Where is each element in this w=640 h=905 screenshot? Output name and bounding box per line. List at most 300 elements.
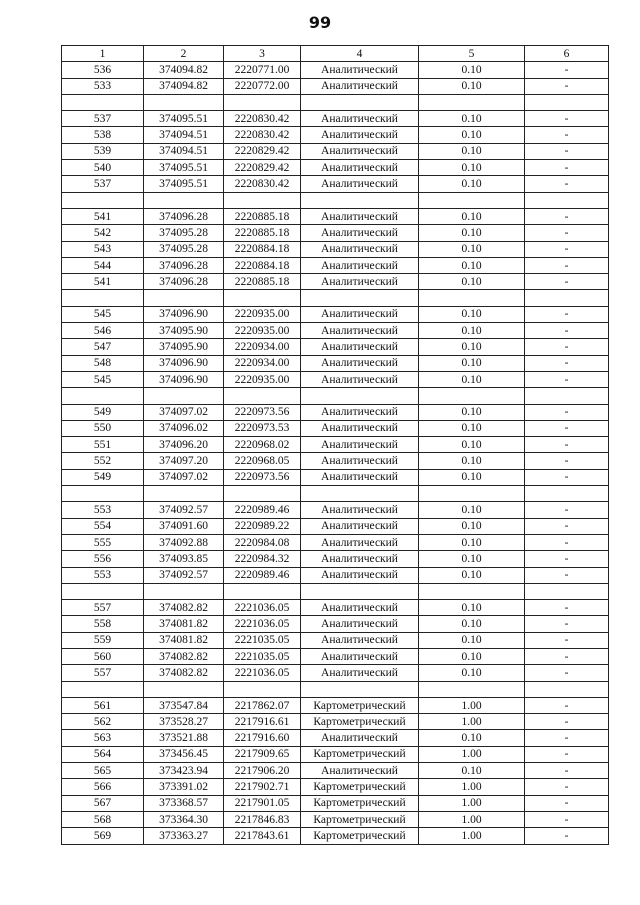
table-row [62,518,609,534]
table-cell: 0.10 [419,78,525,94]
table-cell: 0.10 [419,437,525,453]
table-cell: - [525,518,609,534]
table-cell: Аналитический [301,632,419,648]
table-cell: 2220771.00 [224,62,301,78]
table-cell: - [525,355,609,371]
table-cell: 2220989.46 [224,567,301,583]
table-cell: Аналитический [301,257,419,273]
table-cell: - [525,779,609,795]
table-row [62,453,609,469]
table-cell: - [525,241,609,257]
table-cell: 542 [62,225,144,241]
table-row [62,176,609,192]
table-cell [525,290,609,306]
table-row [62,62,609,78]
table-cell [224,192,301,208]
table-row [62,160,609,176]
table-cell: 2220934.00 [224,339,301,355]
table-cell: 555 [62,534,144,550]
table-row [62,502,609,518]
table-cell [62,583,144,599]
table-cell [144,94,224,110]
table-cell: 1.00 [419,779,525,795]
table-row [62,143,609,159]
table-cell: 2220984.08 [224,534,301,550]
table-cell [224,388,301,404]
table-cell: - [525,257,609,273]
table-cell: 549 [62,469,144,485]
table-cell: 0.10 [419,616,525,632]
table-cell: 2217862.07 [224,697,301,713]
table-cell [301,192,419,208]
table-cell [62,290,144,306]
table-row [62,600,609,616]
table-cell: 2220829.42 [224,143,301,159]
page-number: 99 [308,13,332,32]
table-cell: 561 [62,697,144,713]
table-cell: 2220772.00 [224,78,301,94]
coordinates-table [61,45,609,845]
table-cell: - [525,746,609,762]
table-cell: 0.10 [419,339,525,355]
table-cell: Аналитический [301,469,419,485]
table-cell: - [525,62,609,78]
table-cell: Аналитический [301,323,419,339]
table-cell: Аналитический [301,567,419,583]
table-cell: 541 [62,274,144,290]
table-cell: 541 [62,208,144,224]
table-cell: 2220973.53 [224,420,301,436]
table-cell: 0.10 [419,143,525,159]
table-cell: 0.10 [419,420,525,436]
table-cell: 2220884.18 [224,257,301,273]
table-row [62,420,609,436]
table-cell: 2217916.60 [224,730,301,746]
table-cell [62,681,144,697]
table-row [62,746,609,762]
table-cell: 374091.60 [144,518,224,534]
table-cell [525,583,609,599]
table-cell [224,94,301,110]
table-cell: 2220973.56 [224,469,301,485]
table-cell: Картометрический [301,811,419,827]
table-cell: 374096.28 [144,208,224,224]
table-cell: 2220935.00 [224,323,301,339]
table-row [62,730,609,746]
table-cell: - [525,567,609,583]
table-cell: 0.10 [419,208,525,224]
table-cell: - [525,274,609,290]
table-cell: 373391.02 [144,779,224,795]
table-cell: 2217916.61 [224,714,301,730]
table-cell: - [525,420,609,436]
table-cell [419,192,525,208]
table-cell: Аналитический [301,518,419,534]
table-cell: 374093.85 [144,551,224,567]
table-spacer-row [62,681,609,697]
table-row [62,208,609,224]
table-cell: 556 [62,551,144,567]
table-cell [419,583,525,599]
table-cell: 1.00 [419,746,525,762]
table-cell: 374096.20 [144,437,224,453]
table-cell: - [525,225,609,241]
table-cell: 0.10 [419,241,525,257]
table-cell: Картометрический [301,697,419,713]
table-cell: 0.10 [419,502,525,518]
table-spacer-row [62,290,609,306]
table-cell: - [525,811,609,827]
table-cell: Аналитический [301,127,419,143]
table-cell: 565 [62,763,144,779]
table-cell: - [525,616,609,632]
table-cell: Аналитический [301,371,419,387]
table-cell [301,388,419,404]
table-cell: 2220989.22 [224,518,301,534]
table-cell: 374096.90 [144,306,224,322]
table-cell: 2221035.05 [224,648,301,664]
table-cell [525,681,609,697]
table-row [62,616,609,632]
table-cell: Аналитический [301,763,419,779]
table-cell: 2221035.05 [224,632,301,648]
table-row [62,632,609,648]
table-cell: Аналитический [301,355,419,371]
table-cell: 374096.02 [144,420,224,436]
table-cell: Аналитический [301,648,419,664]
table-cell: 0.10 [419,648,525,664]
table-row [62,111,609,127]
table-row [62,225,609,241]
table-cell: 0.10 [419,632,525,648]
table-cell: - [525,437,609,453]
table-cell: 0.10 [419,518,525,534]
table-cell: 562 [62,714,144,730]
table-cell: - [525,143,609,159]
table-cell [224,290,301,306]
table-cell: 374094.51 [144,127,224,143]
table-cell [144,192,224,208]
table-cell: 2220989.46 [224,502,301,518]
table-cell: - [525,632,609,648]
table-cell [62,388,144,404]
table-cell: 2220830.42 [224,176,301,192]
table-cell: 557 [62,665,144,681]
table-cell: - [525,828,609,844]
table-cell: Картометрический [301,795,419,811]
table-cell: 547 [62,339,144,355]
table-cell: 1.00 [419,697,525,713]
table-cell [419,486,525,502]
table-cell: 2217909.65 [224,746,301,762]
table-cell: 2217843.61 [224,828,301,844]
table-cell: 0.10 [419,176,525,192]
table-cell: 549 [62,404,144,420]
table-cell: 0.10 [419,551,525,567]
table-cell: - [525,306,609,322]
table-cell: 1.00 [419,714,525,730]
table-cell: 374092.57 [144,502,224,518]
table-cell: - [525,697,609,713]
table-cell: Аналитический [301,241,419,257]
table-cell: Аналитический [301,453,419,469]
table-cell: 546 [62,323,144,339]
table-cell: 0.10 [419,600,525,616]
table-row [62,567,609,583]
table-cell: - [525,453,609,469]
table-cell: 374096.28 [144,257,224,273]
table-row [62,811,609,827]
table-cell [301,583,419,599]
table-cell: 2220830.42 [224,127,301,143]
table-cell [144,583,224,599]
table-cell [419,94,525,110]
table-cell: 374097.02 [144,469,224,485]
table-row [62,339,609,355]
table-cell: 374096.90 [144,355,224,371]
table-cell: - [525,78,609,94]
table-cell: 0.10 [419,453,525,469]
table-cell: 2221036.05 [224,600,301,616]
table-spacer-row [62,486,609,502]
table-cell [144,290,224,306]
table-cell: Аналитический [301,437,419,453]
table-cell [419,290,525,306]
table-cell [144,388,224,404]
table-cell: 373423.94 [144,763,224,779]
table-row [62,306,609,322]
table-cell: 2220885.18 [224,274,301,290]
table-row [62,404,609,420]
table-cell: 2220935.00 [224,371,301,387]
table-cell: 0.10 [419,323,525,339]
table-cell [525,192,609,208]
column-header: 1 [62,46,144,62]
table-cell: 539 [62,143,144,159]
table-row [62,257,609,273]
column-header: 4 [301,46,419,62]
table-cell: 2220829.42 [224,160,301,176]
table-cell: Аналитический [301,225,419,241]
table-cell: 373363.27 [144,828,224,844]
table-cell: 0.10 [419,355,525,371]
table-row [62,534,609,550]
table-cell: 374095.90 [144,339,224,355]
table-cell [144,681,224,697]
table-cell: 543 [62,241,144,257]
table-cell: 374082.82 [144,665,224,681]
table-cell [62,94,144,110]
table-cell: 0.10 [419,225,525,241]
table-cell: 538 [62,127,144,143]
table-row [62,697,609,713]
table-cell: 373364.30 [144,811,224,827]
table-cell: 0.10 [419,567,525,583]
table-cell: 0.10 [419,534,525,550]
table-cell: - [525,404,609,420]
table-cell: Аналитический [301,176,419,192]
table-cell [419,681,525,697]
table-cell: 374095.90 [144,323,224,339]
table-cell: 374097.20 [144,453,224,469]
table-cell: - [525,127,609,143]
table-cell: 0.10 [419,127,525,143]
table-cell: 374095.51 [144,176,224,192]
table-cell: 374094.51 [144,143,224,159]
table-cell [224,681,301,697]
table-cell: 2217902.71 [224,779,301,795]
table-cell: 0.10 [419,111,525,127]
table-cell: 374082.82 [144,648,224,664]
table-cell: Аналитический [301,306,419,322]
table-cell: - [525,600,609,616]
column-header: 3 [224,46,301,62]
table-cell: 0.10 [419,763,525,779]
table-cell: Аналитический [301,339,419,355]
table-cell: 545 [62,371,144,387]
table-row [62,355,609,371]
table-cell: - [525,111,609,127]
table-cell: - [525,502,609,518]
table-cell: 374096.28 [144,274,224,290]
table-cell: - [525,160,609,176]
table-cell: 374096.90 [144,371,224,387]
table-cell: Аналитический [301,616,419,632]
table-cell [144,486,224,502]
table-cell: 559 [62,632,144,648]
table-cell: Аналитический [301,730,419,746]
table-cell: 2217906.20 [224,763,301,779]
table-cell: 2217846.83 [224,811,301,827]
table-cell: - [525,763,609,779]
table-cell: 2220973.56 [224,404,301,420]
table-row [62,763,609,779]
table-header-row [62,46,609,62]
table-cell: - [525,208,609,224]
table-cell: 2220984.32 [224,551,301,567]
table-spacer-row [62,94,609,110]
table-row [62,551,609,567]
table-cell: Аналитический [301,534,419,550]
table-cell: 2220935.00 [224,306,301,322]
table-cell: 533 [62,78,144,94]
table-cell: Аналитический [301,665,419,681]
table-cell: 374081.82 [144,616,224,632]
table-cell: 536 [62,62,144,78]
table-cell: Аналитический [301,111,419,127]
table-cell: - [525,714,609,730]
table-cell: 566 [62,779,144,795]
table-cell: - [525,371,609,387]
column-header: 5 [419,46,525,62]
table-row [62,665,609,681]
table-row [62,469,609,485]
table-cell: Аналитический [301,502,419,518]
table-row [62,714,609,730]
table-cell: 2220885.18 [224,225,301,241]
table-cell: 544 [62,257,144,273]
table-cell: 373368.57 [144,795,224,811]
table-cell [224,583,301,599]
table-cell: 374094.82 [144,62,224,78]
table-cell [525,94,609,110]
table-cell: 567 [62,795,144,811]
table-cell: 0.10 [419,371,525,387]
table-cell: 564 [62,746,144,762]
table-spacer-row [62,583,609,599]
table-row [62,648,609,664]
table-cell: 2220968.05 [224,453,301,469]
table-cell: 1.00 [419,828,525,844]
table-cell: 537 [62,111,144,127]
table-cell: - [525,730,609,746]
table-cell [301,681,419,697]
table-row [62,779,609,795]
table-cell: - [525,176,609,192]
table-cell: 374082.82 [144,600,224,616]
table-cell: 374092.57 [144,567,224,583]
table-cell: 560 [62,648,144,664]
table-cell: 374095.28 [144,225,224,241]
table-row [62,323,609,339]
table-cell: 1.00 [419,795,525,811]
table-cell: Аналитический [301,420,419,436]
table-cell: 551 [62,437,144,453]
table-cell: 373547.84 [144,697,224,713]
table-cell [301,290,419,306]
table-cell: - [525,534,609,550]
table-cell: 553 [62,502,144,518]
table-cell: 0.10 [419,730,525,746]
table-cell: 373528.27 [144,714,224,730]
table-cell: 374081.82 [144,632,224,648]
table-cell: 373521.88 [144,730,224,746]
table-cell: 0.10 [419,160,525,176]
table-cell: 374094.82 [144,78,224,94]
table-cell: 0.10 [419,274,525,290]
table-cell: - [525,469,609,485]
table-cell: 0.10 [419,257,525,273]
table-cell: 2220884.18 [224,241,301,257]
table-row [62,437,609,453]
table-cell: Картометрический [301,779,419,795]
table-cell [224,486,301,502]
table-cell: 552 [62,453,144,469]
table-cell: Аналитический [301,208,419,224]
table-cell: 563 [62,730,144,746]
table-cell: - [525,795,609,811]
table-cell: 569 [62,828,144,844]
table-cell: 1.00 [419,811,525,827]
table-cell: 553 [62,567,144,583]
table-cell [62,486,144,502]
table-cell: Аналитический [301,551,419,567]
table-cell: 557 [62,600,144,616]
table-cell: 537 [62,176,144,192]
table-row [62,78,609,94]
table-spacer-row [62,388,609,404]
table-cell: 545 [62,306,144,322]
table-cell: Картометрический [301,746,419,762]
table-cell: 0.10 [419,665,525,681]
table-cell: Аналитический [301,78,419,94]
table-cell [301,486,419,502]
table-cell: - [525,339,609,355]
column-header: 2 [144,46,224,62]
table-cell: 2220934.00 [224,355,301,371]
table-cell [419,388,525,404]
table-cell: 0.10 [419,469,525,485]
